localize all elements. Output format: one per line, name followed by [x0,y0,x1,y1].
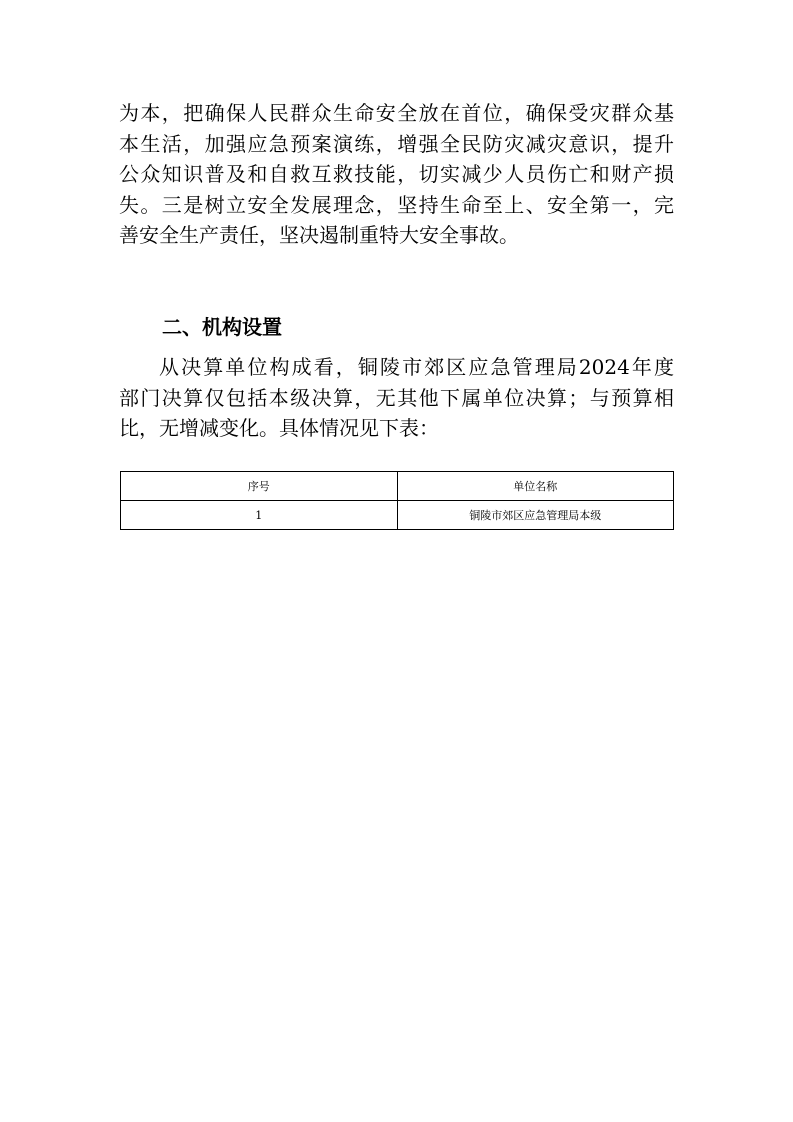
section-paragraph [119,352,674,444]
table-cell-index: 1 [121,501,398,530]
text-line: 本生活，加强应急预案演练，增强全民防灾减灾意识，提升 [119,131,674,156]
table-header-index: 序号 [121,472,398,501]
section-heading: 二、机构设置 [162,315,282,339]
text-line: 部门决算仅包括本级决算，无其他下属单位决算；与预算相 [119,385,674,410]
text-line: 从决算单位构成看，铜陵市郊区应急管理局2024年度 [159,355,674,379]
text-line: 失。三是树立安全发展理念，坚持生命至上、安全第一，完 [119,192,674,217]
table-header-row [121,472,674,501]
body-paragraph-continuation [119,98,674,251]
text-line: 比，无增减变化。具体情况见下表： [119,416,439,440]
table-header-unit-name: 单位名称 [397,472,674,501]
unit-table [120,471,674,530]
table-row [121,501,674,530]
table-cell-unit-name: 铜陵市郊区应急管理局本级 [397,501,674,530]
text-line: 善安全生产责任，坚决遏制重特大安全事故。 [119,223,519,247]
text-line: 为本，把确保人民群众生命安全放在首位，确保受灾群众基 [119,101,674,125]
text-line: 公众知识普及和自救互救技能，切实减少人员伤亡和财产损 [119,162,674,186]
